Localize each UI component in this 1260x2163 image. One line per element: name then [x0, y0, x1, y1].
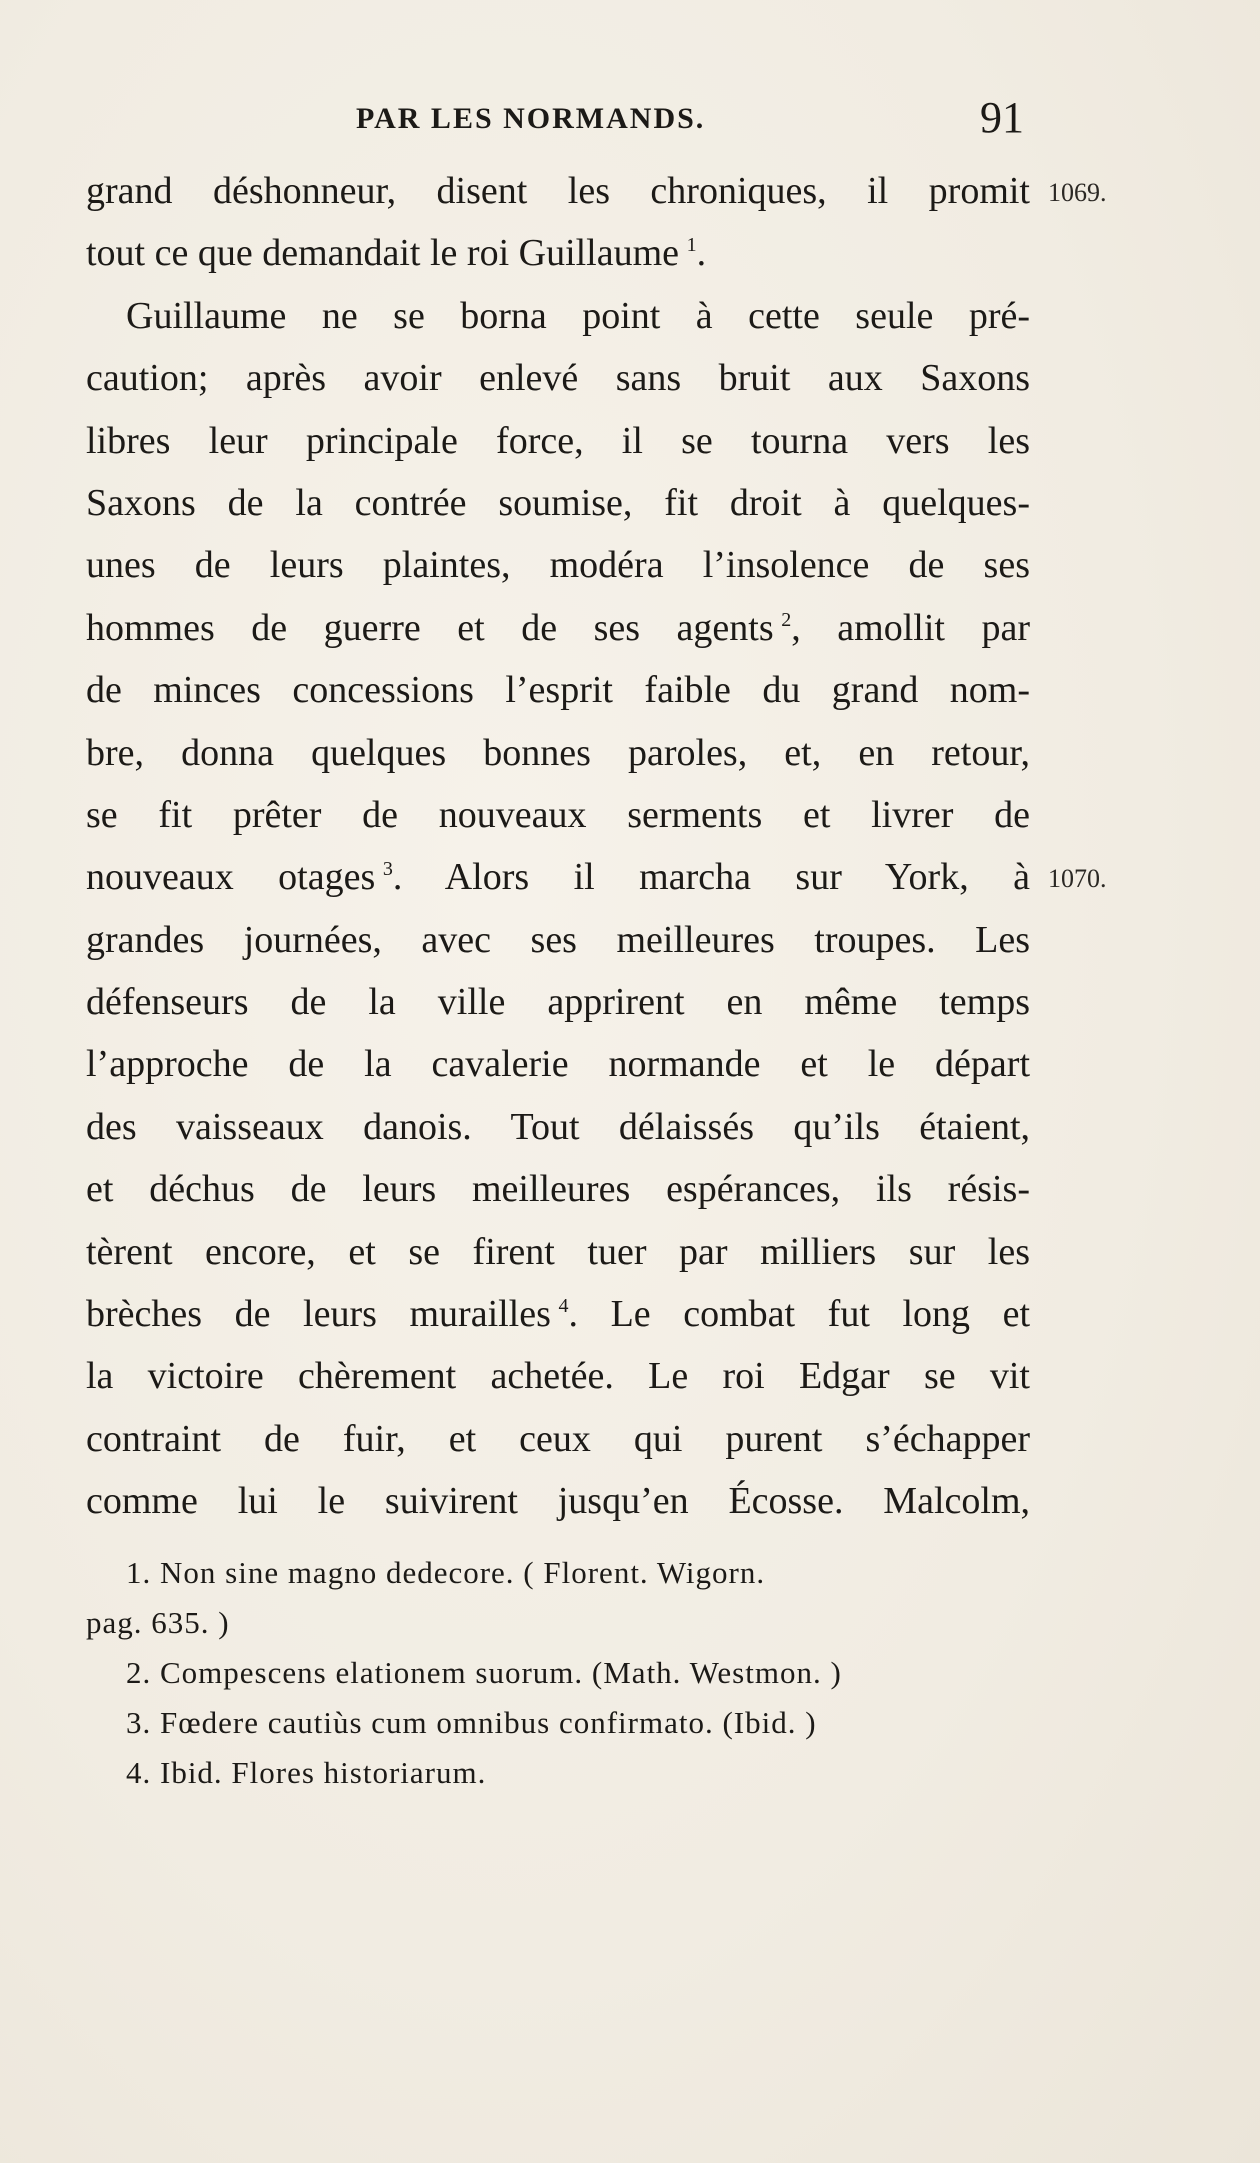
margin-year-1070: 1070.: [1048, 864, 1107, 893]
margin-year-1069: 1069.: [1048, 178, 1107, 207]
text-line: et déchus de leurs meilleures espérances, ils résis-: [86, 1168, 1030, 1211]
text-line: Guillaume ne se borna point à cette seule pré-: [126, 294, 1030, 337]
text-line: défenseurs de la ville apprirent en même temps: [86, 981, 1030, 1024]
text-line: bre, donna quelques bonnes paroles, et, en retour,: [86, 731, 1030, 774]
footnotes: [86, 1548, 1030, 1798]
footnote-ref: 4: [558, 1295, 569, 1318]
footnote-1-continued: pag. 635. ): [86, 1605, 230, 1640]
body-text: [86, 160, 1030, 1533]
footnote-ref: 2: [781, 608, 792, 631]
footnote-ref: 3: [382, 858, 393, 881]
footnote-1: 1. Non sine magno dedecore. ( Florent. Wigorn.: [126, 1555, 766, 1590]
text-line: hommes de guerre et de ses agents $^2$, amollit par: [86, 606, 1030, 649]
footnote-4: 4. Ibid. Flores historiarum.: [126, 1755, 487, 1790]
text-line: l’approche de la cavalerie normande et le départ: [86, 1043, 1030, 1086]
page-header: [86, 93, 1030, 146]
footnote-3: 3. Fœdere cautiùs cum omnibus confirmato. (Ibid. ): [126, 1705, 817, 1740]
footnote-ref: 1: [686, 234, 697, 257]
text-line: unes de leurs plaintes, modéra l’insolence de ses: [86, 544, 1030, 587]
text-line: brèches de leurs murailles $^4$. Le combat fut long et: [86, 1293, 1030, 1336]
footnote-2: 2. Compescens elationem suorum. (Math. Westmon. ): [126, 1655, 842, 1690]
text-line: contraint de fuir, et ceux qui purent s’échapper: [86, 1417, 1030, 1460]
text-line: libres leur principale force, il se tourna vers les: [86, 419, 1030, 462]
text-line: la victoire chèrement achetée. Le roi Edgar se vit: [86, 1355, 1030, 1398]
text-line: des vaisseaux danois. Tout délaissés qu’ils étaient,: [86, 1105, 1030, 1148]
text-line: grandes journées, avec ses meilleures troupes. Les: [86, 918, 1030, 961]
text-line: comme lui le suivirent jusqu’en Écosse. Malcolm,: [86, 1480, 1030, 1523]
text-line: tèrent encore, et se firent tuer par milliers sur les: [86, 1230, 1030, 1273]
text-line: de minces concessions l’esprit faible du grand nom-: [86, 669, 1030, 712]
text-line: se fit prêter de nouveaux serments et livrer de: [86, 793, 1030, 836]
page-number: 91: [980, 93, 1024, 142]
text-line: tout ce que demandait le roi Guillaume $^1$.: [86, 232, 707, 275]
text-line: nouveaux otages $^3$. Alors il marcha sur York, à: [86, 856, 1031, 899]
text-line: grand déshonneur, disent les chroniques, il promit: [86, 170, 1030, 212]
text-line: Saxons de la contrée soumise, fit droit à quelques-: [86, 481, 1030, 524]
running-title: PAR LES NORMANDS.: [356, 102, 706, 135]
text-line: caution; après avoir enlevé sans bruit aux Saxons: [86, 357, 1030, 400]
